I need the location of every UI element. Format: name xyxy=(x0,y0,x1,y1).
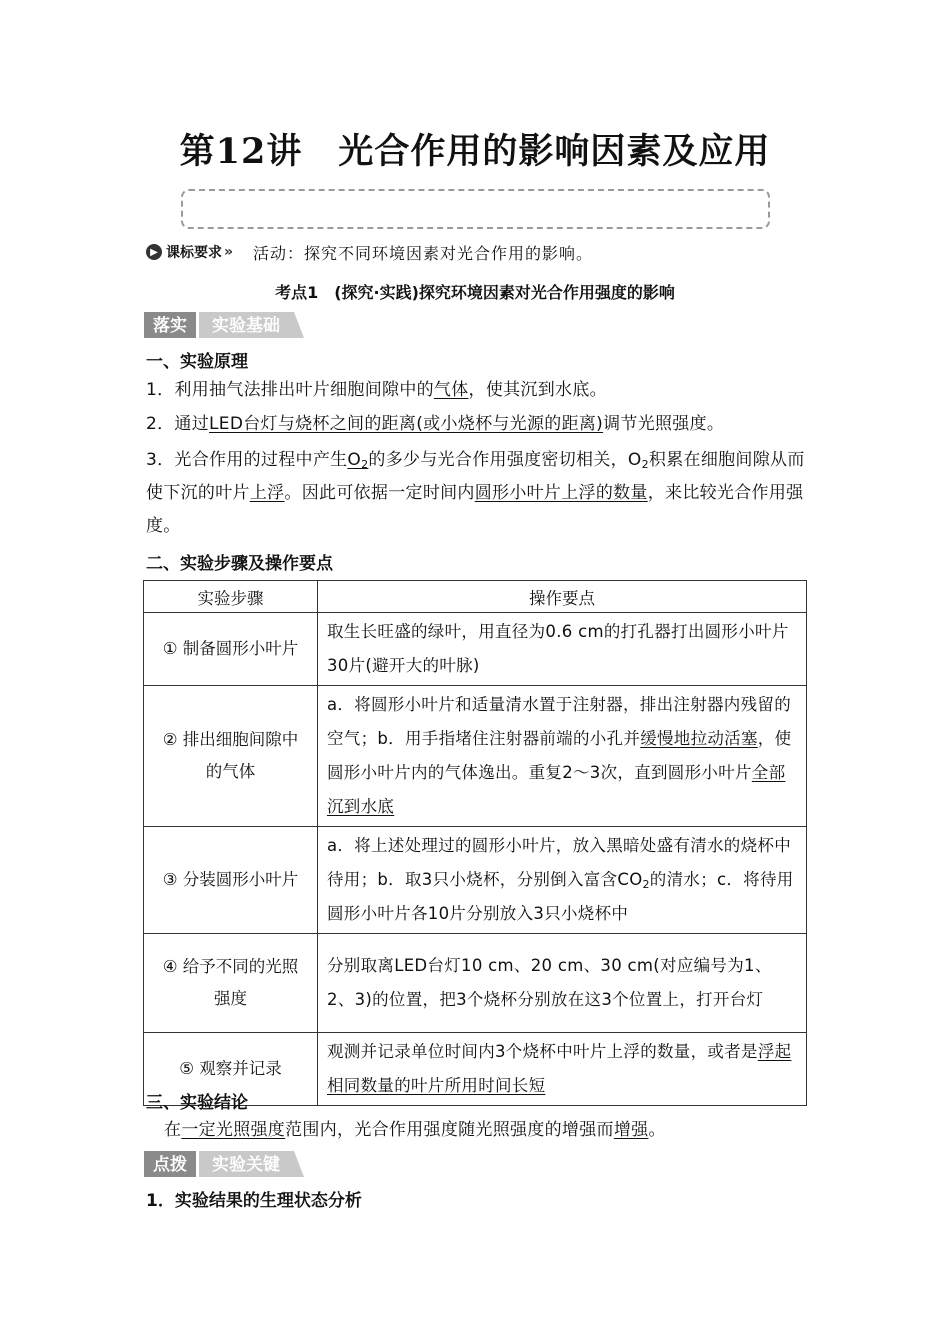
operation-cell: a．将上述处理过的圆形小叶片，放入黑暗处盛有清水的烧杯中待用；b．取3只小烧杯，分别倒入富含$CO_2$的清水；c．将待用圆形小叶片各10片分别放入3只小烧杯中 xyxy=(318,827,807,934)
principle-item-3: 3．光合作用的过程中产生$O_2$的多少与光合作用强度密切相关，$O_2$积累在细胞间隙从而使下沉的叶片上浮。因此可依据一定时间内圆形小叶片上浮的数量，来比较光合作用强度。 xyxy=(146,450,805,536)
step-cell: ③ 分装圆形小叶片 xyxy=(144,827,318,934)
operation-cell: 观测并记录单位时间内3个烧杯中叶片上浮的数量，或者是浮起相同数量的叶片所用时间长短 xyxy=(318,1033,807,1106)
section-tag-key-points xyxy=(144,1151,309,1177)
header-step: 实验步骤 xyxy=(144,581,318,613)
section-heading-principle: 一、实验原理 xyxy=(146,352,248,372)
kaodian-heading: 考点1 (探究·实践)探究环境因素对光合作用强度的影响 xyxy=(275,283,675,302)
step-cell: ① 制备圆形小叶片 xyxy=(144,613,318,686)
requirement-badge-label: 课标要求 xyxy=(166,245,222,261)
table-row xyxy=(144,827,807,934)
section-heading-conclusion: 三、实验结论 xyxy=(146,1093,248,1113)
tag-right-label: 实验关键 xyxy=(212,1155,280,1175)
page-title: 第12讲 光合作用的影响因素及应用 xyxy=(179,131,771,172)
step-cell: ⑤ 观察并记录 xyxy=(144,1033,318,1106)
table-row xyxy=(144,934,807,1033)
principle-item-2: 2．通过LED台灯与烧杯之间的距离(或小烧杯与光源的距离)调节光照强度。 xyxy=(146,414,725,434)
curriculum-requirement xyxy=(146,241,593,263)
tag-left-label: 点拨 xyxy=(153,1155,187,1175)
tag-left-label: 落实 xyxy=(153,316,187,336)
step-cell: ④ 给予不同的光照强度 xyxy=(144,934,318,1033)
section-heading-steps: 二、实验步骤及操作要点 xyxy=(146,554,333,574)
requirement-text: 活动：探究不同环境因素对光合作用的影响。 xyxy=(253,243,594,263)
operation-cell: 取生长旺盛的绿叶，用直径为0.6 cm的打孔器打出圆形小叶片30片(避开大的叶脉) xyxy=(318,613,807,686)
conclusion-text: 在一定光照强度范围内，光合作用强度随光照强度的增强而增强。 xyxy=(164,1120,666,1140)
operation-cell: 分别取离LED台灯10 cm、20 cm、30 cm(对应编号为1、2、3)的位置，把3个烧杯分别放在这3个位置上，打开台灯 xyxy=(318,934,807,1033)
header-operation: 操作要点 xyxy=(318,581,807,613)
table-header-row xyxy=(144,581,807,613)
operation-cell: a．将圆形小叶片和适量清水置于注射器，排出注射器内残留的空气；b．用手指堵住注射器前端的小孔并缓慢地拉动活塞，使圆形小叶片内的气体逸出。重复2～3次，直到圆形小叶片全部沉到水底 xyxy=(318,686,807,827)
double-chevron-icon: » xyxy=(224,244,234,260)
steps-table xyxy=(143,580,807,1106)
section-tag-foundation xyxy=(144,312,309,338)
table-row xyxy=(144,613,807,686)
principle-item-1: 1．利用抽气法排出叶片细胞间隙中的气体，使其沉到水底。 xyxy=(146,380,607,400)
step-cell: ② 排出细胞间隙中的气体 xyxy=(144,686,318,827)
subheading-physiological-analysis: 1．实验结果的生理状态分析 xyxy=(146,1191,362,1211)
play-icon: ▶ xyxy=(146,244,162,260)
requirement-badge xyxy=(146,242,233,262)
table-row xyxy=(144,686,807,827)
dashed-banner-box xyxy=(181,189,770,229)
tag-right-label: 实验基础 xyxy=(212,316,280,336)
